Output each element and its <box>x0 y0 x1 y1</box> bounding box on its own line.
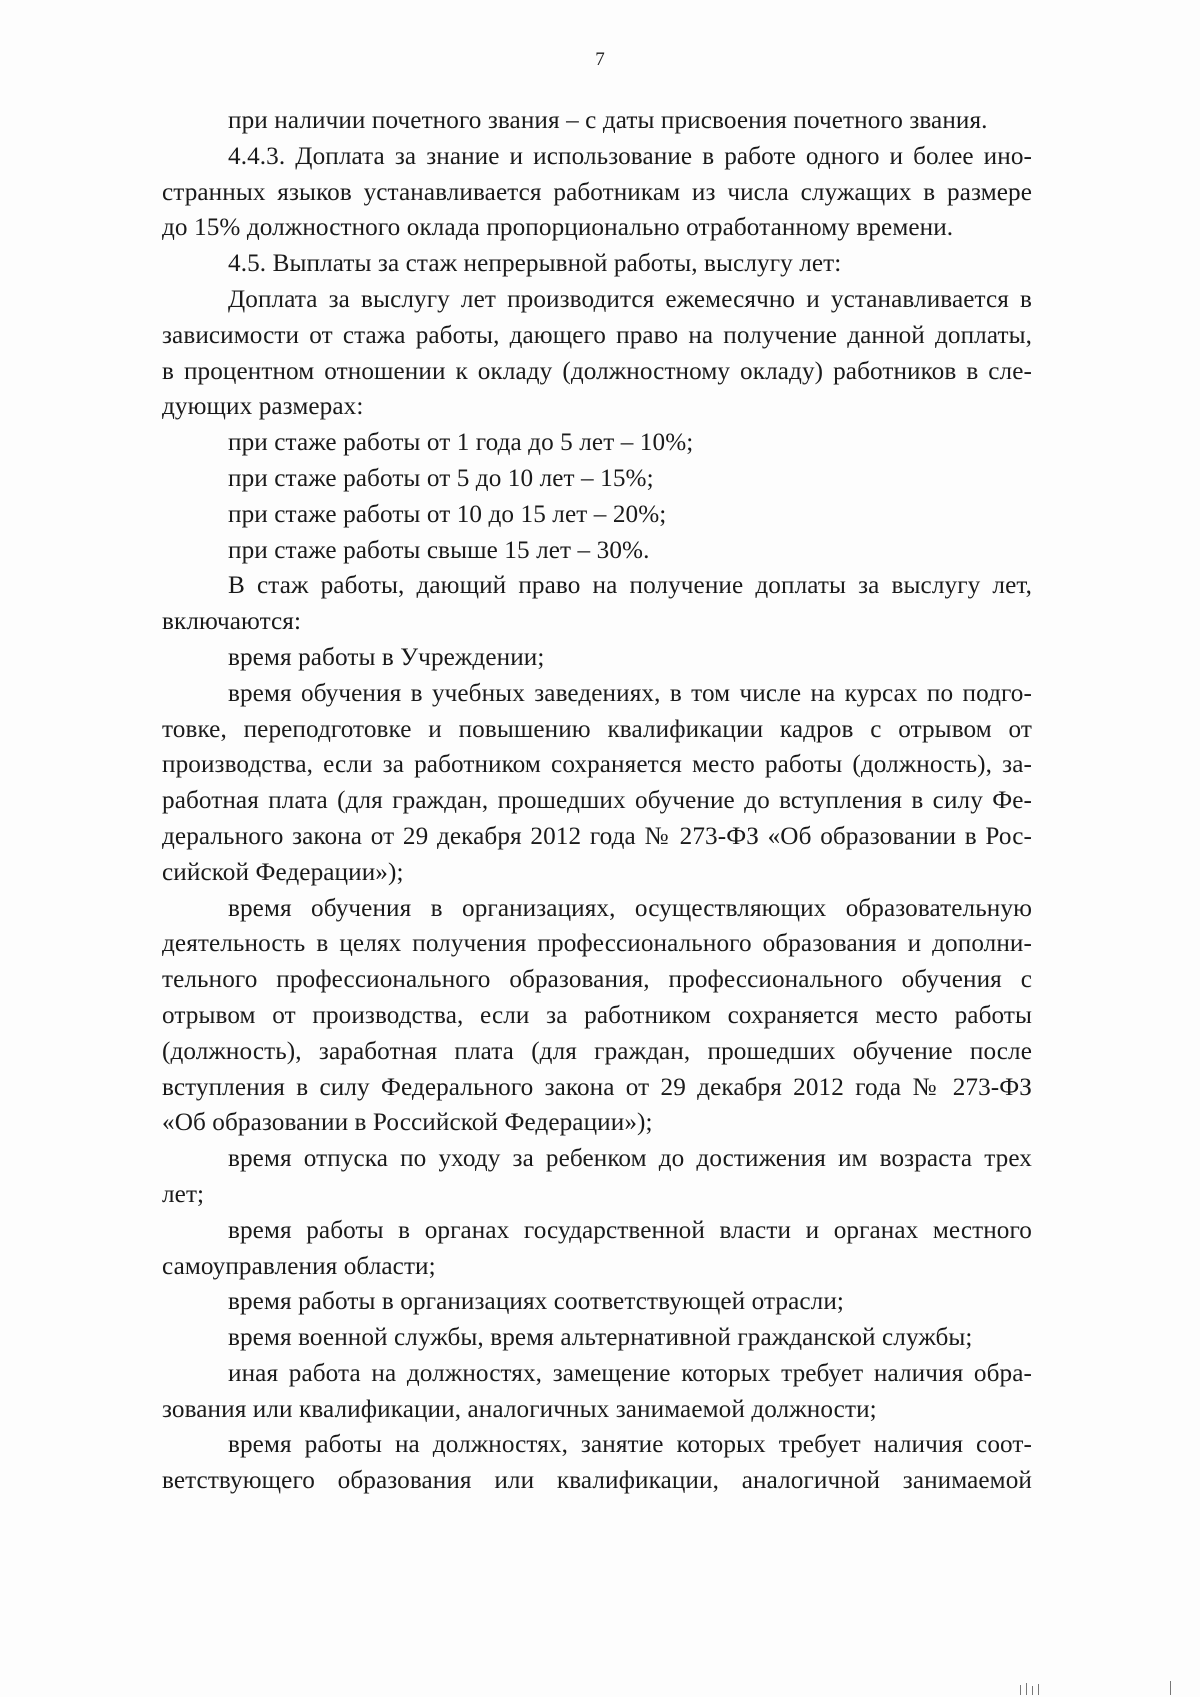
text-line: при наличии почетного звания – с даты присвоения почетного звания. <box>228 107 988 134</box>
text-line: деятельность в целях получения профессионального образования и дополни- <box>162 930 1032 958</box>
text-line: время отпуска по уходу за ребенком до достижения им возраста трех <box>228 1145 1032 1173</box>
text-line: время работы в Учреждении; <box>228 643 545 671</box>
text-line: В стаж работы, дающий право на получение доплаты за выслугу лет, <box>228 572 1032 600</box>
text-line: время работы в органах государственной власти и органах местного <box>228 1216 1032 1244</box>
text-line: ветствующего образования или квалификации, аналогичной занимаемой <box>162 1467 1032 1495</box>
paragraph <box>162 1320 1032 1356</box>
paragraph <box>162 103 1032 139</box>
text-line: самоуправления области; <box>162 1252 436 1280</box>
text-line: (должность), заработная плата (для граждан, прошедших обучение после <box>162 1037 1032 1065</box>
text-line: товке, переподготовке и повышению квалификации кадров с отрывом от <box>162 715 1032 743</box>
paragraph <box>162 1284 1032 1320</box>
page-number: 7 <box>595 49 605 70</box>
text-line: при стаже работы от 10 до 15 лет – 20%; <box>228 500 667 528</box>
text-line: при стаже работы свыше 15 лет – 30%. <box>228 536 650 564</box>
text-line: время обучения в учебных заведениях, в том числе на курсах по подго- <box>228 679 1032 707</box>
paragraph <box>162 1427 1032 1499</box>
text-line: 4.5. Выплаты за стаж непрерывной работы, выслугу лет: <box>228 250 842 278</box>
text-line: «Об образовании в Российской Федерации»); <box>162 1109 653 1137</box>
paragraph <box>162 1141 1032 1213</box>
text-line: включаются: <box>162 608 302 636</box>
text-line: дующих размерах: <box>162 393 364 421</box>
paragraph <box>162 568 1032 640</box>
paragraph <box>162 139 1032 246</box>
text-line: зования или квалификации, аналогичных занимаемой должности; <box>162 1395 877 1423</box>
paragraph <box>162 676 1032 891</box>
text-line: вступления в силу Федерального закона от 29 декабря 2012 года № 273-ФЗ <box>162 1073 1032 1101</box>
text-line: время военной службы, время альтернативной гражданской службы; <box>228 1324 973 1352</box>
text-line: лет; <box>162 1180 205 1208</box>
document-body <box>162 103 1032 1499</box>
text-line: до 15% должностного оклада пропорционально отработанному времени. <box>162 214 954 242</box>
text-line: работная плата (для граждан, прошедших обучение до вступления в силу Фе- <box>162 787 1032 815</box>
paragraph <box>162 1213 1032 1285</box>
text-line: при стаже работы от 1 года до 5 лет – 10%; <box>228 429 694 457</box>
text-line: время обучения в организациях, осуществляющих образовательную <box>228 894 1032 922</box>
text-line: в процентном отношении к окладу (должностному окладу) работников в сле- <box>162 357 1032 385</box>
text-line: тельного профессионального образования, профессионального обучения с <box>162 966 1032 994</box>
paragraph <box>162 282 1032 425</box>
text-line: сийской Федерации»); <box>162 858 404 886</box>
text-line: время работы на должностях, занятие которых требует наличия соот- <box>228 1431 1032 1459</box>
paragraph <box>162 461 1032 497</box>
paragraph <box>162 246 1032 282</box>
text-line: при стаже работы от 5 до 10 лет – 15%; <box>228 464 654 492</box>
text-line: время работы в организациях соответствующей отрасли; <box>228 1288 845 1316</box>
paragraph <box>162 497 1032 533</box>
text-line: зависимости от стажа работы, дающего право на получение данной доплаты, <box>162 321 1032 349</box>
paragraph <box>162 1356 1032 1428</box>
text-line: отрывом от производства, если за работником сохраняется место работы <box>162 1001 1032 1029</box>
text-line: Доплата за выслугу лет производится ежемесячно и устанавливается в <box>228 285 1032 313</box>
text-line: производства, если за работником сохраняется место работы (должность), за- <box>162 751 1032 779</box>
paragraph <box>162 640 1032 676</box>
text-line: 4.4.3. Доплата за знание и использование в работе одного и более ино- <box>228 142 1032 170</box>
paragraph <box>162 533 1032 569</box>
scan-edge-marks <box>1020 1675 1180 1695</box>
text-line: странных языков устанавливается работникам из числа служащих в размере <box>162 178 1032 206</box>
paragraph <box>162 891 1032 1142</box>
text-line: иная работа на должностях, замещение которых требует наличия обра- <box>228 1359 1032 1387</box>
text-line: дерального закона от 29 декабря 2012 года № 273-ФЗ «Об образовании в Рос- <box>162 822 1032 850</box>
paragraph <box>162 425 1032 461</box>
